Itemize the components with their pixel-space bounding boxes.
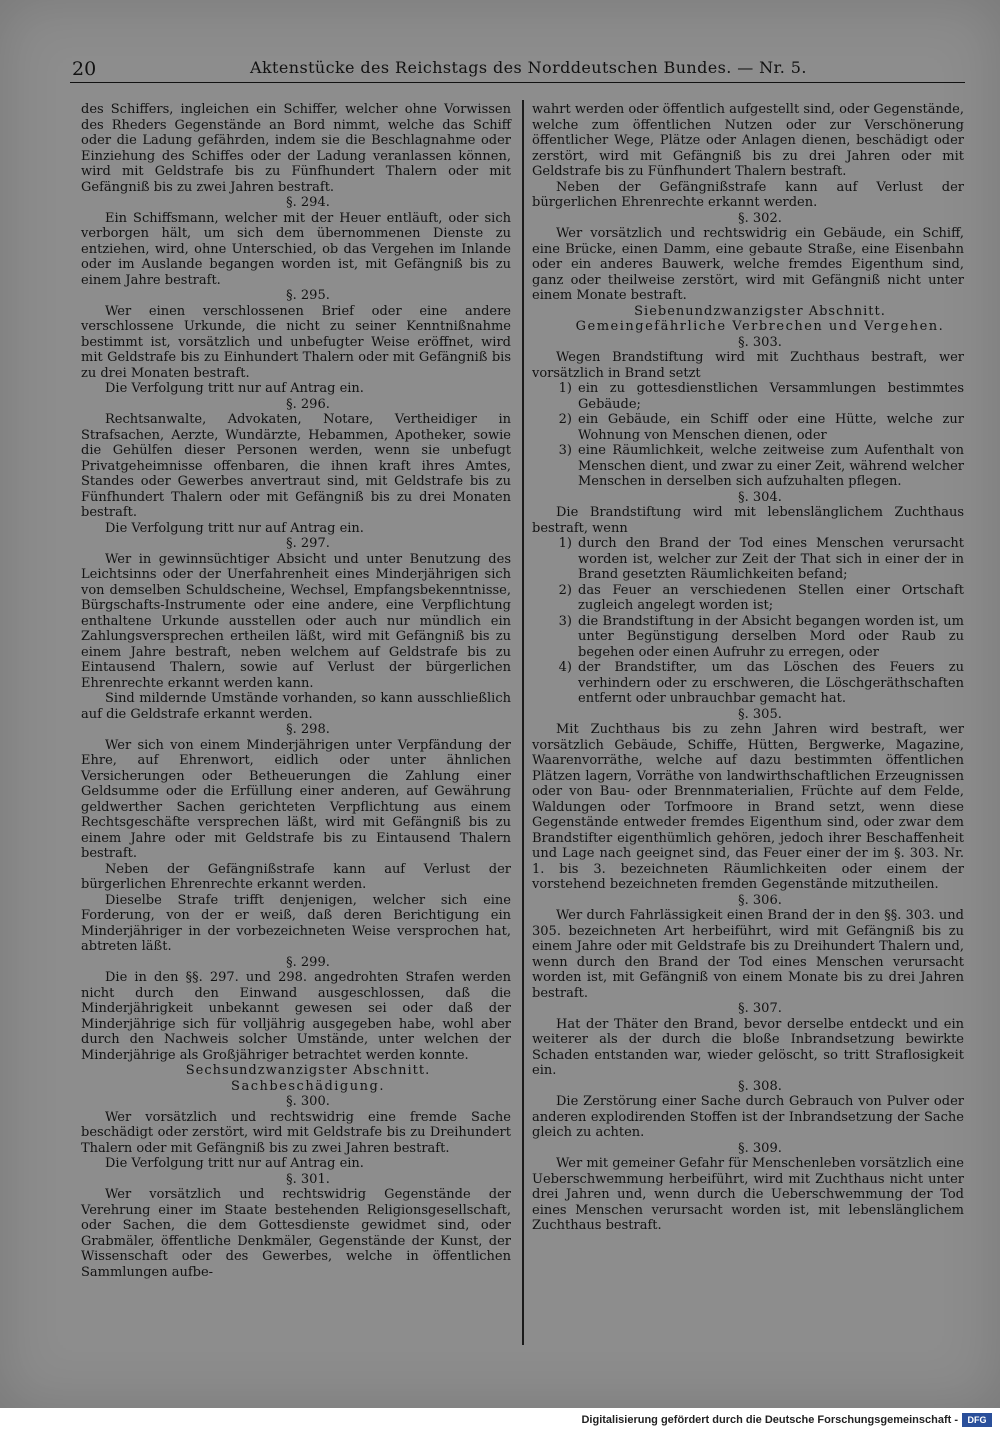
list-item-text: durch den Brand der Tod eines Menschen verursacht worden ist, welcher zur Zeit der That sich in einer der in Brand gesetzten Räumlichkeiten befand;: [578, 536, 964, 582]
paragraph: Sind mildernde Umstände vorhanden, so kann ausschließlich auf die Geldstrafe erkannt werden.: [81, 691, 511, 722]
list-item-text: ein Gebäude, ein Schiff oder eine Hütte, welche zur Wohnung von Menschen dienen, oder: [578, 412, 964, 443]
paragraph: Die Brandstiftung wird mit lebenslänglichem Zuchthaus bestraft, wenn: [532, 505, 964, 536]
paragraph: Wer sich von einem Minderjährigen unter Verpfändung der Ehre, auf Ehrenwort, eidlich oder unter ähnlichen Versicherungen oder Betheuerungen die Zahlung einer Geldsumme oder die Erfüllung einer anderen, auf Gewährung geldwerther Sachen gerichteten Verpflichtung aus einem Rechtsgeschäfte versprechen läßt, wird mit Gefängniß bis zu einem Jahre oder mit Geldstrafe bis zu Eintausend Thalern bestraft.: [81, 737, 511, 861]
list-item: [532, 412, 964, 443]
paragraph: Die Verfolgung tritt nur auf Antrag ein.: [105, 1156, 364, 1171]
section-number: §. 294.: [286, 195, 330, 210]
section-number: §. 296.: [286, 396, 330, 412]
list-item: [532, 536, 964, 583]
left-column: [81, 102, 511, 1280]
section-number: §. 308.: [738, 1078, 782, 1094]
section-number: §. 304.: [738, 489, 782, 505]
section-number: §. 299.: [286, 954, 330, 970]
section-number: §. 297.: [286, 536, 330, 551]
list-item-number: 4): [558, 660, 572, 675]
paragraph: Wer vorsätzlich und rechtswidrig eine fremde Sache beschädigt oder zerstört, wird mit Geldstrafe bis zu Dreihundert Thalern oder mit Gefängniß bis zu zwei Jahren bestraft.: [81, 1109, 511, 1156]
paragraph: Wer durch Fahrlässigkeit einen Brand der in den §§. 303. und 305. bezeichneten Art herbeiführt, wird mit Gefängniß bis zu einem Jahre oder mit Geldstrafe bis zu Dreihundert Thalern und, wenn durch den Brand der Tod eines Menschen verursacht worden ist, mit Gefängniß von einem Monate bis zu drei Jahren bestraft.: [532, 908, 964, 1001]
list-item: [532, 583, 964, 614]
section-number: §. 305.: [738, 706, 782, 722]
paragraph: Die in den §§. 297. und 298. angedrohten Strafen werden nicht durch den Einwand ausgeschlossen, daß die Minderjährigkeit unbekannt gewesen sei oder daß der Minderjährige sich für volljährig ausgegeben habe, wohl aber durch den Nachweis solcher Umstände, unter welchen der Minderjährige als Großjähriger betrachtet werden konnte.: [81, 970, 511, 1063]
list-item-number: 2): [558, 412, 572, 427]
column-divider: [522, 100, 524, 1345]
section-number: §. 298.: [286, 722, 330, 737]
section-number: §. 309.: [738, 1140, 782, 1156]
page-header: [70, 54, 965, 83]
section-number: §. 302.: [738, 210, 782, 226]
list-item-number: 2): [558, 582, 572, 598]
chapter-heading: Siebenundzwanzigster Abschnitt.: [634, 303, 886, 319]
list-item-text: das Feuer an verschiedenen Stellen einer Ortschaft zugleich angelegt worden ist;: [578, 582, 964, 613]
paragraph: Die Zerstörung einer Sache durch Gebrauch von Pulver oder anderen explodirenden Stoffen ist der Inbrandsetzung der Sache gleich zu achten.: [532, 1094, 964, 1140]
paragraph: Mit Zuchthaus bis zu zehn Jahren wird bestraft, wer vorsätzlich Gebäude, Schiffe, Hütten, Bergwerke, Magazine, Waarenvorräthe, welche auf dazu bestimmten öffentlichen Plätzen lagern, Vorräthe von landwirthschaftlichen Erzeugnissen oder von Bau- oder Brennmaterialien, Früchte auf dem Felde, Waldungen oder Torfmoore in Brand setzt, wenn diese Gegenstände entweder fremdes Eigenthum sind, oder zwar dem Brandstifter eigenthümlich gehören, jedoch ihrer Beschaffenheit und Lage nach geeignet sind, das Feuer einer der im §. 303. Nr. 1. bis 3. bezeichneten Räumlichkeiten oder einem der vorstehend bezeichneten fremden Gegenstände mitzutheilen.: [532, 722, 964, 892]
dfg-logo: DFG: [962, 1413, 992, 1427]
list-item-number: 3): [558, 443, 572, 458]
paragraph: Rechtsanwalte, Advokaten, Notare, Vertheidiger in Strafsachen, Aerzte, Wundärzte, Hebammen, Apotheker, sowie die Gehülfen dieser Personen werden, wenn sie unbefugt Privatgeheimnisse offenbaren, die ihnen kraft ihres Amtes, Standes oder Gewerbes anvertraut sind, mit Geldstrafe bis zu Fünfhundert Thalern oder mit Gefängniß bis zu drei Monaten bestraft.: [81, 412, 511, 520]
list-item-text: die Brandstiftung in der Absicht begangen worden ist, um unter Begünstigung derselben Mord oder Raub zu begehen oder einen Aufruhr zu erregen, oder: [578, 613, 964, 660]
paragraph: Hat der Thäter den Brand, bevor derselbe entdeckt und ein weiterer als der durch die bloße Inbrandsetzung bewirkte Schaden entstanden war, wieder gelöscht, so tritt Straflosigkeit ein.: [532, 1016, 964, 1078]
paragraph: des Schiffers, ingleichen ein Schiffer, welcher ohne Vorwissen des Rheders Gegenstände an Bord nimmt, welche das Schiff oder die Ladung gefährden, indem sie die Beschlagnahme oder Einziehung des Schiffes oder der Ladung veranlassen können, wird mit Geldstrafe bis zu Fünfhundert Thalern oder mit Gefängniß bis zu zwei Jahren bestraft.: [81, 102, 511, 195]
paragraph: Wer einen verschlossenen Brief oder eine andere verschlossene Urkunde, die nicht zu seiner Kenntnißnahme bestimmt ist, vorsätzlich und unbefugter Weise eröffnet, wird mit Geldstrafe bis zu Einhundert Thalern oder mit Gefängniß bis zu drei Monaten bestraft.: [81, 303, 511, 381]
section-number: §. 301.: [286, 1171, 330, 1187]
list-item-number: 3): [558, 613, 572, 629]
chapter-heading: Sechsundzwanzigster Abschnitt.: [185, 1063, 431, 1078]
paragraph: Die Verfolgung tritt nur auf Antrag ein.: [105, 520, 364, 536]
section-number: §. 300.: [286, 1094, 330, 1109]
chapter-subheading: Gemeingefährliche Verbrechen und Vergehen.: [575, 319, 945, 334]
list-item: [532, 381, 964, 412]
section-number: §. 303.: [738, 334, 782, 350]
right-column: [532, 102, 964, 1234]
running-title: Aktenstücke des Reichstags des Norddeutschen Bundes. — Nr. 5.: [250, 58, 807, 77]
paragraph: Neben der Gefängnißstrafe kann auf Verlust der bürgerlichen Ehrenrechte erkannt werden.: [532, 179, 964, 210]
section-number: §. 306.: [738, 892, 782, 908]
paragraph: Wer vorsätzlich und rechtswidrig Gegenstände der Verehrung einer im Staate bestehenden Religionsgesellschaft, oder Sachen, die dem Gottesdienste gewidmet sind, oder Grabmäler, öffentliche Denkmäler, Gegenstände der Kunst, der Wissenschaft oder des Gewerbes, welche in öffentlichen Sammlungen aufbe-: [81, 1187, 511, 1280]
paragraph: Wegen Brandstiftung wird mit Zuchthaus bestraft, wer vorsätzlich in Brand setzt: [532, 350, 964, 381]
list-item-number: 1): [558, 381, 572, 396]
list-item-text: der Brandstifter, um das Löschen des Feuers zu verhindern oder zu erschweren, die Löschgeräthschaften entfernt oder unbrauchbar gemacht hat.: [578, 660, 964, 706]
section-number: §. 295.: [286, 288, 330, 303]
list-item-number: 1): [558, 536, 572, 551]
page-number: 20: [72, 58, 97, 80]
paragraph: Die Verfolgung tritt nur auf Antrag ein.: [105, 381, 364, 396]
paragraph: Wer vorsätzlich und rechtswidrig ein Gebäude, ein Schiff, eine Brücke, einen Damm, eine gebaute Straße, eine Eisenbahn oder ein anderes Bauwerk, welche fremdes Eigenthum sind, ganz oder theilweise zerstört, wird mit Gefängniß nicht unter einem Monate bestraft.: [532, 226, 964, 303]
list-item: [532, 660, 964, 707]
list-item: [532, 614, 964, 661]
paragraph: Wer in gewinnsüchtiger Absicht und unter Benutzung des Leichtsinns oder der Unerfahrenheit eines Minderjährigen sich von demselben Schuldscheine, Wechsel, Empfangsbekenntnisse, Bürgschafts-Instrumente oder eine andere, eine Verpflichtung enthaltene Urkunde ausstellen oder auch nur mündlich ein Zahlungsversprechen ertheilen läßt, wird mit Gefängniß bis zu einem Jahre bestraft, neben welchem auf Geldstrafe bis zu Eintausend Thalern, sowie auf Verlust der bürgerlichen Ehrenrechte erkannt werden kann.: [81, 551, 511, 691]
list-item-text: ein zu gottesdienstlichen Versammlungen bestimmtes Gebäude;: [578, 381, 964, 412]
paragraph: wahrt werden oder öffentlich aufgestellt sind, oder Gegenstände, welche zum öffentlichen Nutzen oder zur Verschönerung öffentlicher Wege, Plätze oder Anlagen dienen, beschädigt oder zerstört, wird mit Gefängniß bis zu drei Jahren oder mit Geldstrafe bis zu Fünfhundert Thalern bestraft.: [532, 102, 964, 179]
paragraph: Wer mit gemeiner Gefahr für Menschenleben vorsätzlich eine Ueberschwemmung herbeiführt, wird mit Zuchthaus nicht unter drei Jahren und, wenn durch die Ueberschwemmung der Tod eines Menschen verursacht worden ist, mit lebenslänglichem Zuchthaus bestraft.: [532, 1156, 964, 1233]
paragraph: Dieselbe Strafe trifft denjenigen, welcher sich eine Forderung, von der er weiß, daß deren Berichtigung ein Minderjähriger in der vorbezeichneten Weise versprochen hat, abtreten läßt.: [81, 892, 511, 954]
footer: [0, 1410, 1000, 1432]
paragraph: Neben der Gefängnißstrafe kann auf Verlust der bürgerlichen Ehrenrechte erkannt werden.: [81, 861, 511, 892]
section-number: §. 307.: [738, 1001, 782, 1016]
list-item: [532, 443, 964, 490]
list-item-text: eine Räumlichkeit, welche zeitweise zum Aufenthalt von Menschen dient, und zwar zu einer Zeit, während welcher Menschen in derselben sich aufzuhalten pflegen.: [578, 443, 964, 489]
paragraph: Ein Schiffsmann, welcher mit der Heuer entläuft, oder sich verborgen hält, um sich dem übernommenen Dienste zu entziehen, wird, ohne Unterschied, ob das Vergehen im Inlande oder im Auslande begangen worden ist, mit Gefängniß bis zu einem Jahre bestraft.: [81, 210, 511, 288]
chapter-subheading: Sachbeschädigung.: [231, 1078, 385, 1094]
funding-note: Digitalisierung gefördert durch die Deutsche Forschungsgemeinschaft -: [581, 1414, 958, 1426]
